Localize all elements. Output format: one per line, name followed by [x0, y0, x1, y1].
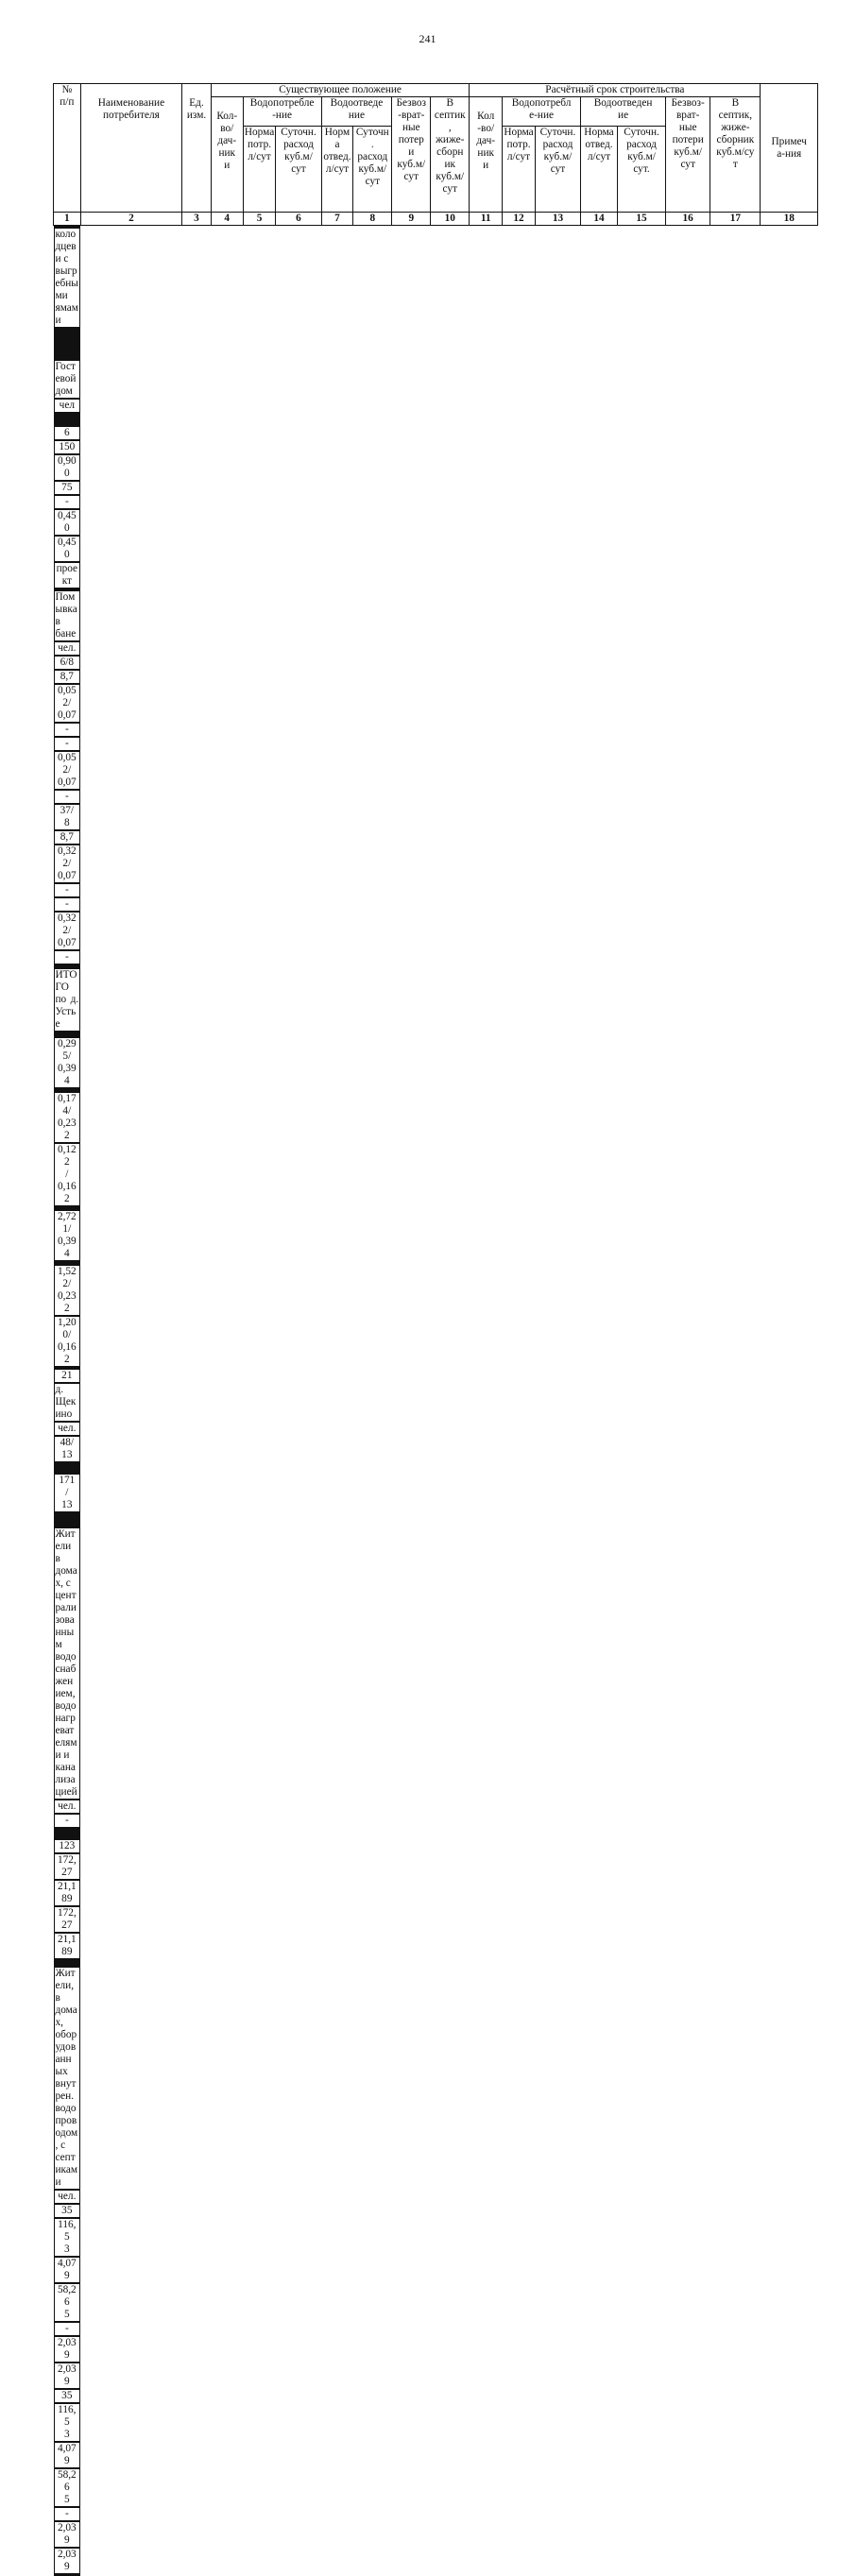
column-number: 1	[54, 213, 81, 226]
column-number: 13	[535, 213, 580, 226]
table-cell: 35	[54, 2389, 81, 2403]
header-ex-septic: В септик , жиже- сборн ик куб.м/ сут	[431, 97, 470, 213]
header-fu-norm1: Норма потр. л/сут	[503, 127, 536, 213]
column-number: 10	[431, 213, 470, 226]
table-cell: 2,721/ 0,394	[54, 1210, 81, 1261]
header-existing: Существующее положение	[211, 84, 469, 97]
table-cell: 2,039	[54, 2363, 81, 2389]
table-cell: 0,122 / 0,162	[54, 1143, 81, 1206]
header-ex-supply: Водопотребле -ние	[243, 97, 321, 127]
table-cell: -	[54, 2322, 81, 2336]
table-cell: 0,322/ 0,07	[54, 912, 81, 950]
table-cell: Жители, в домах, оборудованных внутрен. водопроводом, с септиками	[54, 1967, 81, 2190]
column-number-row	[54, 213, 818, 226]
table-cell: 150	[54, 440, 81, 454]
table-cell: 58,26 5	[54, 2468, 81, 2507]
table-cell: 35	[54, 2204, 81, 2218]
header-ex-daily1: Суточн. расход куб.м/ сут	[276, 127, 321, 213]
header-note: Примеч а-ния	[761, 84, 818, 213]
table-cell: 0,322/ 0,07	[54, 844, 81, 883]
table-cell: 4,079	[54, 2442, 81, 2468]
header-num: № п/п	[54, 84, 81, 213]
table-cell: 172,27	[54, 1853, 81, 1880]
header-fu-norm2: Норма отвед. л/сут	[581, 127, 618, 213]
table-cell: 0,450	[54, 509, 81, 536]
table-cell: колодцев и с выгребными ямами	[54, 228, 81, 328]
header-fu-loss: Безвоз- врат- ные потери куб.м/ сут	[666, 97, 710, 213]
page-number: 241	[419, 32, 436, 45]
header-ex-norm2: Норма отвед. л/сут	[321, 127, 353, 213]
table-cell: 0,052/ 0,07	[54, 751, 81, 790]
table-cell: 37/ 8	[54, 804, 81, 830]
header-ex-daily2: Суточн . расход куб.м/ сут	[353, 127, 392, 213]
table-cell: 2,039	[54, 2521, 81, 2548]
table-cell: 58,26 5	[54, 2283, 81, 2322]
table-cell: ИТОГО по д. Устье	[55, 969, 79, 1030]
column-number: 5	[243, 213, 276, 226]
table-row	[54, 589, 818, 966]
column-number: 12	[503, 213, 536, 226]
column-number: 7	[321, 213, 353, 226]
water-consumption-table	[53, 83, 818, 2576]
header-unit: Ед. изм.	[182, 84, 212, 213]
column-number: 6	[276, 213, 321, 226]
table-cell: -	[54, 737, 81, 751]
table-cell: чел.	[54, 641, 81, 656]
table-cell: 123	[54, 1839, 81, 1853]
table-cell: -	[54, 790, 81, 804]
table-row	[54, 226, 818, 359]
table-cell: 0,295/ 0,394	[54, 1037, 81, 1088]
header-ex-drain: Водоотведе ние	[321, 97, 392, 127]
column-number: 15	[617, 213, 665, 226]
table-cell: -	[54, 1814, 81, 1828]
table-cell: -	[54, 883, 81, 897]
column-number: 9	[392, 213, 431, 226]
table-cell: 0,174/ 0,232	[54, 1092, 81, 1143]
table-cell: 8,7	[54, 670, 81, 684]
table-cell: д. Щекино	[54, 1383, 81, 1422]
table-cell: -	[54, 723, 81, 737]
header-future: Расчётный срок строительства	[470, 84, 761, 97]
table-cell: 2,039	[54, 2336, 81, 2363]
table-cell: 2,039	[54, 2548, 81, 2574]
header-ex-count: Кол- во/ дач- ник и	[211, 97, 243, 213]
table-cell: -	[54, 495, 81, 509]
table-cell: Гостевой дом	[54, 360, 81, 399]
table-cell: -	[54, 950, 81, 964]
table-cell: проект	[54, 562, 81, 589]
header-fu-count: Кол -во/ дач- ник и	[470, 97, 503, 213]
header-name: Наименование потребителя	[80, 84, 182, 213]
table-cell: 48/ 13	[54, 1436, 81, 1462]
header-fu-daily2: Суточн. расход куб.м/ сут.	[617, 127, 665, 213]
table-cell: -	[54, 2507, 81, 2521]
table-cell: 21,189	[54, 1880, 81, 1906]
column-number: 16	[666, 213, 710, 226]
table-cell: 6	[54, 426, 81, 440]
column-number: 2	[80, 213, 182, 226]
table-cell: 0,450	[54, 536, 81, 562]
table-cell: чел.	[54, 1422, 81, 1436]
table-cell: 0,052/ 0,07	[54, 684, 81, 723]
table-cell: чел.	[54, 1800, 81, 1814]
header-fu-daily1: Суточн. расход куб.м/ сут	[535, 127, 580, 213]
column-number: 3	[182, 213, 212, 226]
table-cell: чел	[54, 399, 81, 413]
table-cell: 0,900	[54, 454, 81, 481]
table-cell: 172,27	[54, 1906, 81, 1933]
column-number: 4	[211, 213, 243, 226]
column-number: 11	[470, 213, 503, 226]
column-number: 8	[353, 213, 392, 226]
table-row	[54, 358, 818, 589]
table-cell: 1,200/ 0,162	[54, 1316, 81, 1367]
header-ex-norm1: Норма потр. л/сут	[243, 127, 276, 213]
header-fu-supply: Водопотребл е-ние	[503, 97, 581, 127]
table-cell: 6/8	[54, 656, 81, 670]
table-row	[54, 1965, 818, 2576]
table-row	[54, 1526, 818, 1965]
table-cell: Помывка в бане	[54, 590, 81, 641]
table-cell: чел.	[54, 2190, 81, 2204]
column-number: 17	[710, 213, 761, 226]
table-cell: 4,079	[54, 2257, 81, 2283]
table-cell: 171 / 13	[54, 1474, 81, 1512]
column-number: 14	[581, 213, 618, 226]
table-cell: 116,5 3	[54, 2218, 81, 2257]
table-cell: 1,522/ 0,232	[54, 1265, 81, 1316]
table-cell: 21	[54, 1369, 81, 1383]
header-fu-drain: Водоотведен ие	[581, 97, 666, 127]
table-row	[54, 966, 818, 1369]
table-cell: Жители в домах, с централизованны м водоснабжением, водонагревателям и и канализацией	[54, 1527, 81, 1800]
table-cell: 8,7	[54, 830, 81, 844]
header-fu-septic: В септик, жиже- сборник куб.м/су т	[710, 97, 761, 213]
table-row	[54, 1369, 818, 1526]
table-cell: 116,5 3	[54, 2403, 81, 2442]
header-ex-loss: Безвоз -врат- ные потер и куб.м/ сут	[392, 97, 431, 213]
table-cell: 21,189	[54, 1933, 81, 1959]
table-cell: -	[54, 897, 81, 912]
table-cell: 75	[54, 481, 81, 495]
column-number: 18	[761, 213, 818, 226]
